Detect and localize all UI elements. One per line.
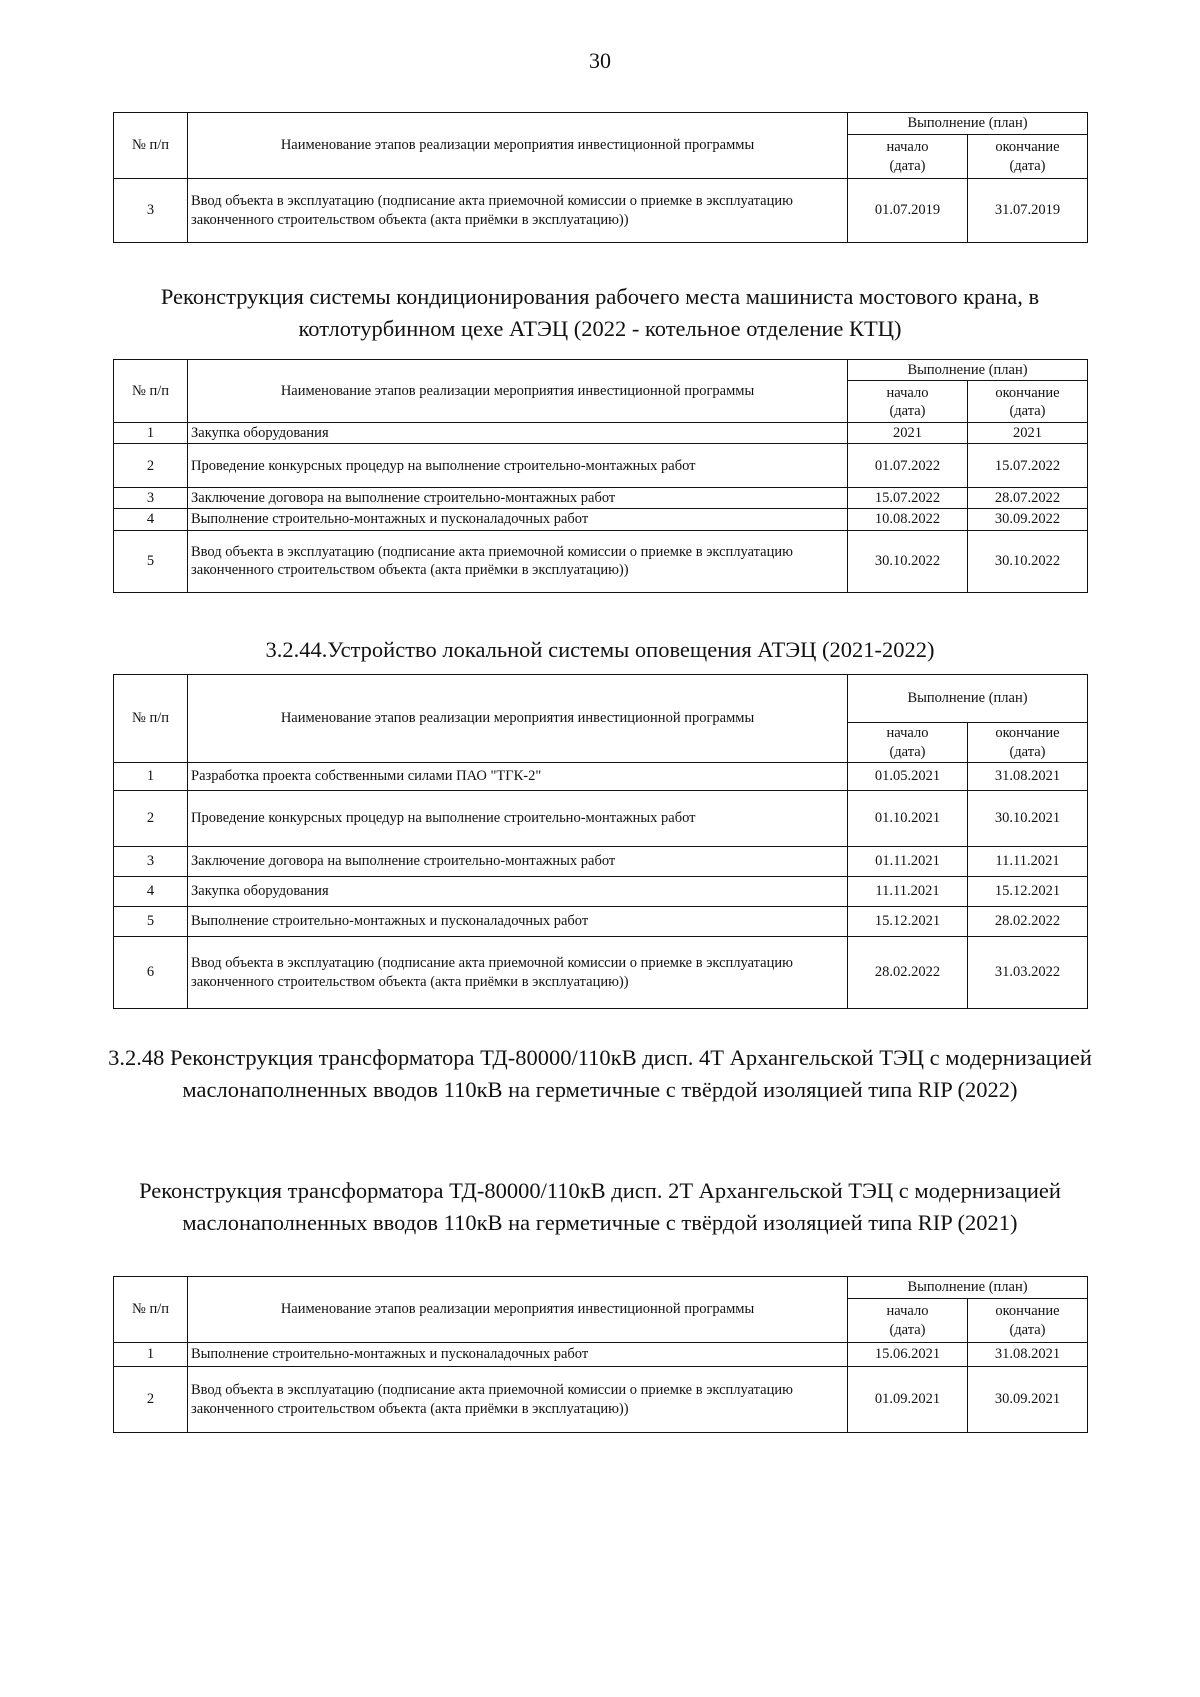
page-number: 30	[589, 48, 611, 73]
row-num: 2	[114, 444, 188, 488]
row-num: 5	[114, 907, 188, 937]
row-stage: Выполнение строительно-монтажных и пусконаладочных работ	[188, 1343, 848, 1367]
header-execution: Выполнение (план)	[848, 675, 1088, 723]
header-num: № п/п	[114, 1277, 188, 1343]
row-start-date: 01.11.2021	[848, 847, 968, 877]
header-stage: Наименование этапов реализации мероприятия инвестиционной программы	[188, 675, 848, 763]
row-num: 4	[114, 509, 188, 530]
table-row	[114, 791, 1088, 847]
row-num: 1	[114, 763, 188, 791]
row-end-date: 31.08.2021	[968, 763, 1088, 791]
row-end-date: 15.12.2021	[968, 877, 1088, 907]
header-start: начало (дата)	[848, 135, 968, 179]
header-end: окончание (дата)	[968, 381, 1088, 423]
header-stage: Наименование этапов реализации мероприятия инвестиционной программы	[188, 113, 848, 179]
plan-table-4	[113, 1276, 1088, 1433]
table-block-2	[113, 359, 1087, 593]
row-stage: Разработка проекта собственными силами ПАО "ТГК-2"	[188, 763, 848, 791]
header-num: № п/п	[114, 113, 188, 179]
row-start-date: 15.12.2021	[848, 907, 968, 937]
row-start-date: 01.07.2022	[848, 444, 968, 488]
row-end-date: 11.11.2021	[968, 847, 1088, 877]
table-row	[114, 1367, 1088, 1433]
row-num: 2	[114, 791, 188, 847]
table-row	[114, 847, 1088, 877]
section-title-transformer-2t: Реконструкция трансформатора ТД-80000/110кВ дисп. 2Т Архангельской ТЭЦ с модернизацией маслонаполненных вводов 110кВ на герметичные с твёрдой изоляцией типа RIP (2021)	[139, 1178, 1061, 1235]
row-end-date: 30.10.2021	[968, 791, 1088, 847]
row-stage: Заключение договора на выполнение строительно-монтажных работ	[188, 847, 848, 877]
table-row	[114, 763, 1088, 791]
row-num: 6	[114, 937, 188, 1009]
table-row	[114, 907, 1088, 937]
row-end-date: 31.08.2021	[968, 1343, 1088, 1367]
table-row	[114, 509, 1088, 530]
section-title-transformer-4t: 3.2.48 Реконструкция трансформатора ТД-80000/110кВ дисп. 4Т Архангельской ТЭЦ с модернизацией маслонаполненных вводов 110кВ на герметичные с твёрдой изоляцией типа RIP (2022)	[108, 1045, 1092, 1102]
header-start: начало (дата)	[848, 381, 968, 423]
row-end-date: 31.03.2022	[968, 937, 1088, 1009]
header-end: окончание (дата)	[968, 1299, 1088, 1343]
table-row	[114, 530, 1088, 592]
row-start-date: 01.10.2021	[848, 791, 968, 847]
row-start-date: 2021	[848, 423, 968, 444]
row-num: 1	[114, 1343, 188, 1367]
row-end-date: 30.09.2022	[968, 509, 1088, 530]
row-num: 3	[114, 488, 188, 509]
header-start: начало (дата)	[848, 723, 968, 763]
row-num: 4	[114, 877, 188, 907]
table-row	[114, 937, 1088, 1009]
row-num: 1	[114, 423, 188, 444]
row-start-date: 30.10.2022	[848, 530, 968, 592]
table-block-3	[113, 674, 1087, 1009]
row-end-date: 30.10.2022	[968, 530, 1088, 592]
row-stage: Закупка оборудования	[188, 423, 848, 444]
row-end-date: 31.07.2019	[968, 179, 1088, 243]
header-execution: Выполнение (план)	[848, 360, 1088, 381]
table-row	[114, 1343, 1088, 1367]
plan-table-3	[113, 674, 1088, 1009]
row-end-date: 30.09.2021	[968, 1367, 1088, 1433]
plan-table-1	[113, 112, 1088, 243]
row-stage: Ввод объекта в эксплуатацию (подписание акта приемочной комиссии о приемке в эксплуатацию законченного строительством объекта (акта приёмки в эксплуатацию))	[188, 1367, 848, 1433]
row-start-date: 01.09.2021	[848, 1367, 968, 1433]
row-stage: Ввод объекта в эксплуатацию (подписание акта приемочной комиссии о приемке в эксплуатацию законченного строительством объекта (акта приёмки в эксплуатацию))	[188, 937, 848, 1009]
row-stage: Ввод объекта в эксплуатацию (подписание акта приемочной комиссии о приемке в эксплуатацию законченного строительством объекта (акта приёмки в эксплуатацию))	[188, 179, 848, 243]
row-num: 2	[114, 1367, 188, 1433]
row-stage: Выполнение строительно-монтажных и пусконаладочных работ	[188, 509, 848, 530]
row-start-date: 01.07.2019	[848, 179, 968, 243]
header-stage: Наименование этапов реализации мероприятия инвестиционной программы	[188, 1277, 848, 1343]
row-stage: Закупка оборудования	[188, 877, 848, 907]
row-end-date: 28.07.2022	[968, 488, 1088, 509]
header-stage: Наименование этапов реализации мероприятия инвестиционной программы	[188, 360, 848, 423]
row-stage: Ввод объекта в эксплуатацию (подписание акта приемочной комиссии о приемке в эксплуатацию законченного строительством объекта (акта приёмки в эксплуатацию))	[188, 530, 848, 592]
row-stage: Выполнение строительно-монтажных и пусконаладочных работ	[188, 907, 848, 937]
table-row	[114, 488, 1088, 509]
row-stage: Проведение конкурсных процедур на выполнение строительно-монтажных работ	[188, 791, 848, 847]
table-row	[114, 444, 1088, 488]
row-start-date: 10.08.2022	[848, 509, 968, 530]
plan-table-2	[113, 359, 1088, 593]
row-end-date: 15.07.2022	[968, 444, 1088, 488]
row-start-date: 11.11.2021	[848, 877, 968, 907]
section-title-air-conditioning: Реконструкция системы кондиционирования рабочего места машиниста мостового крана, в котлотурбинном цехе АТЭЦ (2022 - котельное отделение КТЦ)	[160, 284, 1040, 341]
header-start: начало (дата)	[848, 1299, 968, 1343]
row-num: 5	[114, 530, 188, 592]
row-stage: Заключение договора на выполнение строительно-монтажных работ	[188, 488, 848, 509]
row-end-date: 28.02.2022	[968, 907, 1088, 937]
row-num: 3	[114, 179, 188, 243]
row-stage: Проведение конкурсных процедур на выполнение строительно-монтажных работ	[188, 444, 848, 488]
table-block-1	[113, 112, 1087, 243]
row-end-date: 2021	[968, 423, 1088, 444]
table-row	[114, 423, 1088, 444]
row-start-date: 15.07.2022	[848, 488, 968, 509]
header-num: № п/п	[114, 675, 188, 763]
header-num: № п/п	[114, 360, 188, 423]
table-row	[114, 179, 1088, 243]
row-start-date: 01.05.2021	[848, 763, 968, 791]
table-block-4	[113, 1276, 1087, 1433]
row-start-date: 28.02.2022	[848, 937, 968, 1009]
table-row	[114, 877, 1088, 907]
header-end: окончание (дата)	[968, 723, 1088, 763]
row-start-date: 15.06.2021	[848, 1343, 968, 1367]
header-execution: Выполнение (план)	[848, 113, 1088, 135]
section-title-notification-system: 3.2.44.Устройство локальной системы оповещения АТЭЦ (2021-2022)	[265, 637, 935, 662]
header-end: окончание (дата)	[968, 135, 1088, 179]
header-execution: Выполнение (план)	[848, 1277, 1088, 1299]
row-num: 3	[114, 847, 188, 877]
